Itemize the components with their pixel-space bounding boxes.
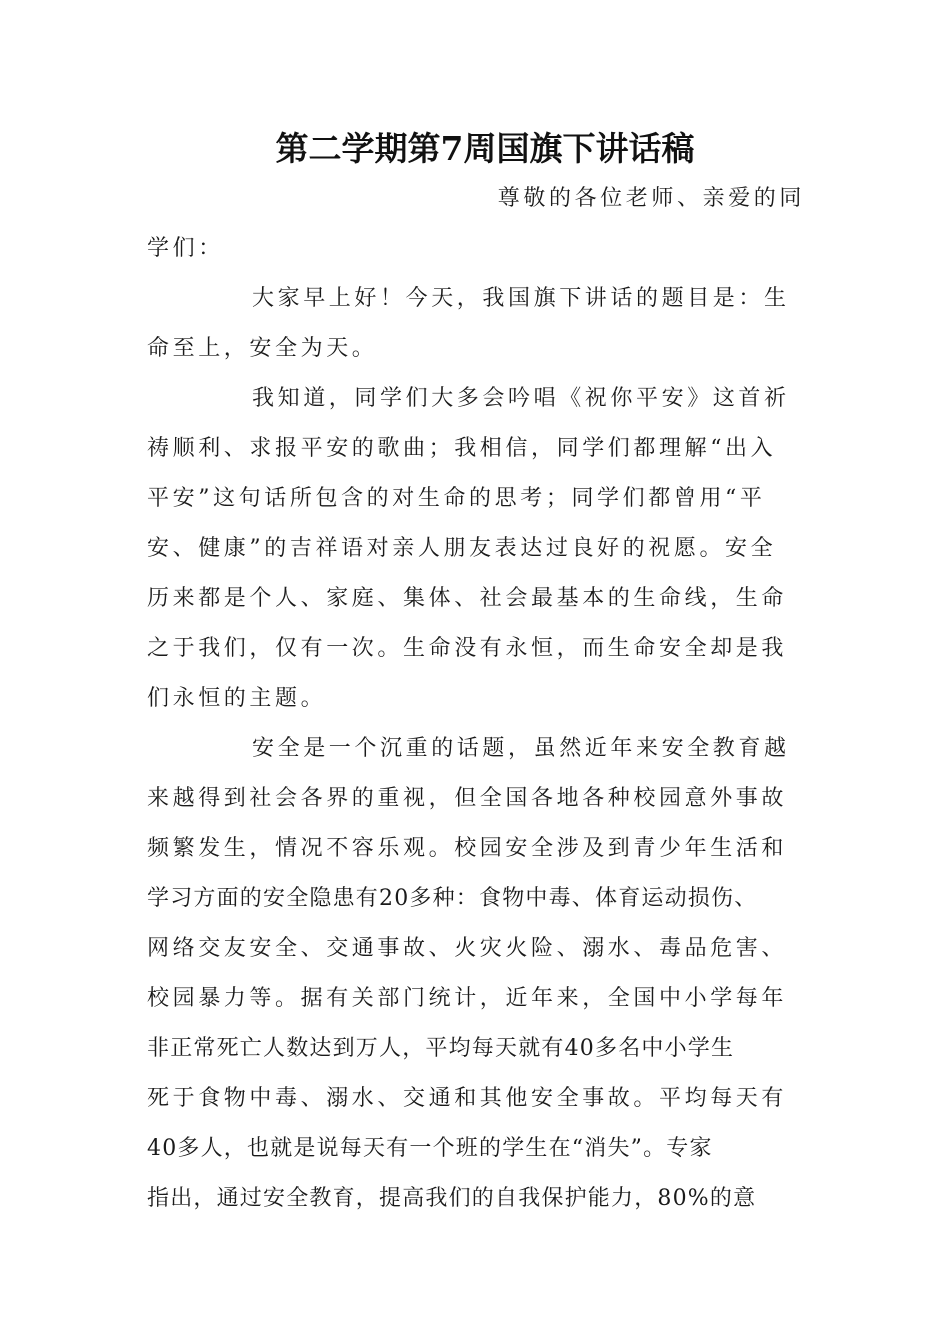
paragraph-2-line-5: 历来都是个人、家庭、集体、社会最基本的生命线，生命: [147, 586, 788, 611]
paragraph-2-line-1: 我知道，同学们大多会吟唱《祝你平安》这首祈: [252, 386, 790, 411]
document-body: [147, 174, 819, 1224]
paragraph-2-line-6: 之于我们，仅有一次。生命没有永恒，而生命安全却是我: [147, 636, 788, 661]
paragraph-3-line-4: 学习方面的安全隐患有20多种：食物中毒、体育运动损伤、: [147, 886, 758, 911]
salutation-line-2: 学们：: [147, 236, 224, 261]
paragraph-2-line-2: 祷顺利、求报平安的歌曲；我相信，同学们都理解“出入: [147, 436, 777, 461]
paragraph-3-line-9: 40多人，也就是说每天有一个班的学生在“消失”。专家: [147, 1136, 713, 1161]
paragraph-2-line-7: 们永恒的主题。: [147, 686, 327, 711]
paragraph-3-line-1: 安全是一个沉重的话题，虽然近年来安全教育越: [252, 736, 790, 761]
paragraph-1-line-2: 命至上，安全为天。: [147, 336, 378, 361]
paragraph-1-line-1: 大家早上好！今天，我国旗下讲话的题目是：生: [252, 286, 790, 311]
salutation-line-1: 尊敬的各位老师、亲爱的同: [497, 186, 805, 211]
paragraph-3-line-2: 来越得到社会各界的重视，但全国各地各种校园意外事故: [147, 786, 788, 811]
document-title: 第二学期第7周国旗下讲话稿: [275, 129, 695, 168]
paragraph-2-line-3: 平安”这句话所包含的对生命的思考；同学们都曾用“平: [147, 486, 766, 511]
paragraph-3-line-10: 指出，通过安全教育，提高我们的自我保护能力，80%的意: [147, 1186, 757, 1211]
paragraph-3-line-5: 网络交友安全、交通事故、火灾火险、溺水、毒品危害、: [147, 936, 788, 961]
paragraph-3-line-6: 校园暴力等。据有关部门统计，近年来，全国中小学每年: [147, 986, 788, 1011]
paragraph-3-line-8: 死于食物中毒、溺水、交通和其他安全事故。平均每天有: [147, 1086, 788, 1111]
paragraph-3-line-7: 非正常死亡人数达到万人，平均每天就有40多名中小学生: [147, 1036, 735, 1061]
paragraph-2-line-4: 安、健康”的吉祥语对亲人朋友表达过良好的祝愿。安全: [147, 536, 777, 561]
paragraph-3-line-3: 频繁发生，情况不容乐观。校园安全涉及到青少年生活和: [147, 836, 788, 861]
